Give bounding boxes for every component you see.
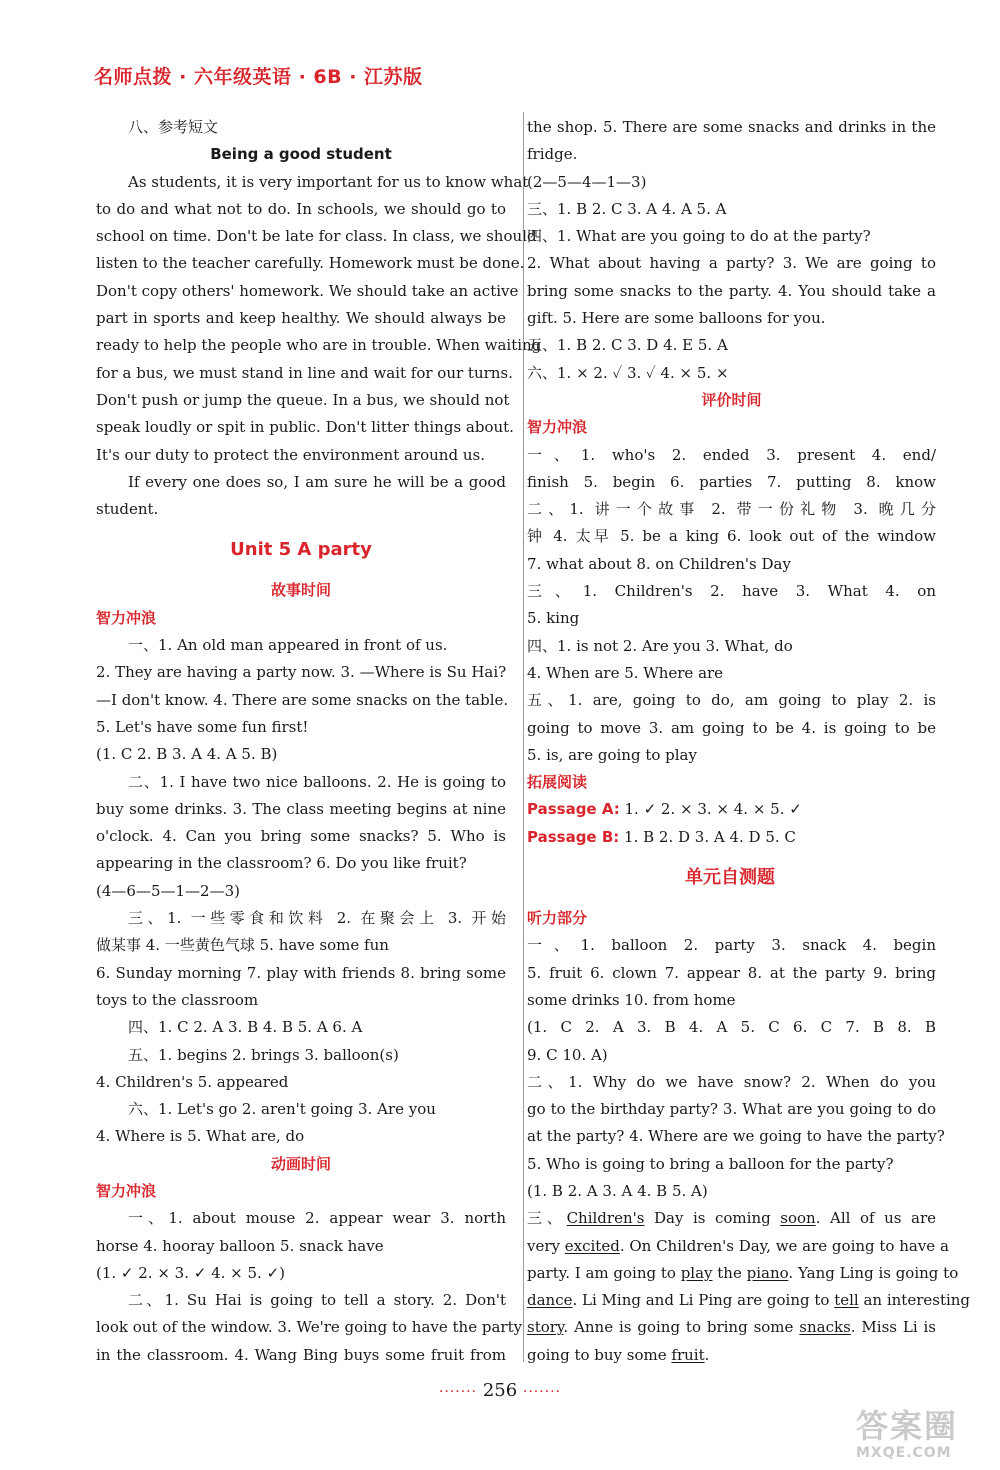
answer-line: 四、1. C 2. A 3. B 4. B 5. A 6. A [128,1018,363,1037]
cloze-blank: piano [746,1263,789,1282]
answer-line: 做某事 4. 一些黄色气球 5. have some fun [96,936,389,955]
answer-line: 6. Sunday morning 7. play with friends 8. bring some [96,963,506,982]
cloze-text: party. I am going to [527,1263,681,1282]
answer-line: bring some snacks to the party. 4. You should take a [527,281,936,300]
cloze-blank: tell [834,1291,859,1310]
passage-b-label: Passage B: [527,827,620,846]
cloze-blank: excited [564,1236,620,1255]
answer-line: 三、1. 一些零食和饮料 2. 在聚会上 3. 开始 [128,909,506,928]
answer-line: 一、1. who's 2. ended 3. present 4. end/ [527,445,936,464]
answer-line: 4. When are 5. Where are [527,663,724,682]
cartoon-time-heading: 动画时间 [270,1154,331,1173]
cloze-text: very [527,1236,565,1255]
answer-line: at the party? 4. Where are we going to have the party? [527,1127,945,1146]
answer-line: (2—5—4—1—3) [527,172,647,191]
essay-line: It's our duty to protect the environment around us. [96,445,485,464]
eval-time-heading: 评价时间 [701,390,762,409]
answer-line: some drinks 10. from home [527,990,736,1009]
cloze-blank: Children's [566,1209,645,1228]
essay-line: student. [96,500,159,519]
essay-line: school on time. Don't be late for class. In class, we should [96,227,537,246]
essay-line: to do and what not to do. In schools, we should go to [96,199,506,218]
unit-title: Unit 5 A party [230,539,372,561]
cloze-text: going to buy some [527,1345,672,1364]
zhili-heading: 智力冲浪 [527,418,588,437]
cloze-text: . All of us are [815,1209,936,1228]
answer-line: (4—6—5—1—2—3) [96,881,240,900]
answer-line: 六、1. × 2. ✓ 3. ✓ 4. × 5. × [527,363,729,382]
answer-line: 2. They are having a party now. 3. —Where is Su Hai? [96,663,507,682]
cloze-line [524,1233,949,1260]
essay-line: If every one does so, I am sure he will be a good [128,472,506,491]
answer-line: 4. Children's 5. appeared [96,1072,289,1091]
answer-line: fridge. [527,145,578,164]
answer-line: 二、1. Why do we have snow? 2. When do you [527,1072,936,1091]
cloze-blank: play [680,1263,713,1282]
answer-line: 5. is, are going to play [527,745,697,764]
cloze-line [524,1314,936,1341]
watermark-bottom-text: MXQE.COM [856,1445,952,1461]
answer-line: 三、1. Children's 2. have 3. What 4. on [527,582,936,601]
answer-line: buy some drinks. 3. The class meeting begins at nine [96,799,506,818]
answer-line: (1. C 2. B 3. A 4. A 5. B) [96,745,278,764]
essay-title: Being a good student [210,145,392,164]
answer-line: (1. B 2. A 3. A 4. B 5. A) [527,1181,708,1200]
unit-test-heading: 单元自测题 [685,867,775,889]
page-number: 256 [482,1380,518,1401]
cloze-line [524,1205,936,1232]
answer-line: 5. Who is going to bring a balloon for the party? [527,1154,894,1173]
answer-line: 5. king [527,609,580,628]
answer-line: finish 5. begin 6. parties 7. putting 8. know [527,472,936,491]
footer-dots-right: ······· [522,1384,562,1400]
answer-line: 四、1. is not 2. Are you 3. What, do [527,636,793,655]
left-column [96,114,542,1369]
essay-line: speak loudly or spit in public. Don't litter things about. [96,418,514,437]
passage-b-answers: 1. B 2. D 3. A 4. D 5. C [624,827,796,846]
answer-line: 五、1. begins 2. brings 3. balloon(s) [128,1045,399,1064]
answer-line: 一、1. balloon 2. party 3. snack 4. begin [527,936,936,955]
cartoon-answers [96,1205,523,1369]
answer-line: the shop. 5. There are some snacks and drinks in the [527,118,936,136]
cloze-blank: fruit [671,1345,705,1364]
essay-line: ready to help the people who are in trouble. When waiting [96,336,542,355]
answer-line: 二、1. I have two nice balloons. 2. He is going to [128,772,506,791]
answer-line: 五、1. are, going to do, am going to play 2. is [527,691,936,710]
story-answers [96,632,509,1151]
answer-line: 7. what about 8. on Children's Day [527,554,791,573]
cloze-text: . Miss Li is [850,1318,936,1337]
answer-line: (1. ✓ 2. × 3. ✓ 4. × 5. ✓) [96,1263,286,1282]
cloze-text: . [704,1345,710,1364]
answer-line: 四、1. What are you going to do at the party? [527,227,871,246]
cloze-text: . Anne is going to bring some [563,1318,800,1337]
cloze-text: . On Children's Day, we are going to have a [619,1236,949,1255]
cloze-answer [524,1205,971,1369]
answer-line: —I don't know. 4. There are some snacks on the table. [96,690,509,709]
listening-heading: 听力部分 [527,909,588,928]
answer-line: appearing in the classroom? 6. Do you like fruit? [96,854,467,873]
essay-line: for a bus, we must stand in line and wait for our turns. [96,363,513,382]
answer-line: 一、1. An old man appeared in front of us. [128,636,448,655]
cloze-text: Day is coming [644,1209,781,1228]
right-column [523,112,971,1364]
answer-line: gift. 5. Here are some balloons for you. [527,309,826,328]
passage-a-label: Passage A: [527,800,620,819]
answer-line: 五、1. B 2. C 3. D 4. E 5. A [527,336,728,355]
answer-line: 二、1. Su Hai is going to tell a story. 2. Don't [128,1291,506,1310]
passage-b-row [524,824,936,851]
cloze-blank: dance [527,1291,573,1310]
answer-line: in the classroom. 4. Wang Bing buys some fruit from [96,1345,506,1364]
footer-dots-left: ······· [438,1384,478,1400]
passage-a-answers: 1. ✓ 2. × 3. × 4. × 5. ✓ [624,800,802,819]
answer-line: 5. fruit 6. clown 7. appear 8. at the party 9. bring [527,963,936,982]
answer-line: (1. C 2. A 3. B 4. A 5. C 6. C 7. B 8. B [527,1018,936,1037]
essay-body [96,169,542,524]
story-time-heading: 故事时间 [270,581,331,600]
cloze-blank: snacks [799,1318,851,1337]
answer-line: 9. C 10. A) [527,1045,608,1064]
cloze-blank: story [527,1318,564,1337]
essay-line: Don't push or jump the queue. In a bus, we should not [96,390,510,409]
answer-line: go to the birthday party? 3. What are you going to do [527,1100,936,1119]
cloze-blank: soon [780,1209,816,1228]
answer-line: 一、1. about mouse 2. appear wear 3. north [128,1209,506,1228]
answer-line: 三、1. B 2. C 3. A 4. A 5. A [527,199,727,218]
cloze-text: . Yang Ling is going to [788,1263,959,1282]
passage-a-row [524,796,936,823]
page-footer [0,1380,1000,1401]
answer-line: 4. Where is 5. What are, do [96,1127,305,1146]
answer-line: 5. Let's have some fun first! [96,717,309,736]
answer-line: going to move 3. am going to be 4. is going to be [527,718,936,737]
cloze-text: the [712,1263,747,1282]
cloze-text: an interesting [858,1291,971,1310]
essay-line: As students, it is very important for us to know what [128,172,529,191]
extended-reading-heading: 拓展阅读 [527,773,588,792]
essay-line: part in sports and keep healthy. We should always be [96,309,506,328]
section-heading: 八、参考短文 [128,118,219,136]
cloze-line [524,1287,971,1314]
answer-line: toys to the classroom [96,990,259,1009]
answer-line: 2. What about having a party? 3. We are going to [527,254,936,273]
zhili-heading: 智力冲浪 [96,608,157,627]
cloze-line [524,1260,959,1287]
answer-line: look out of the window. 3. We're going to have the party [96,1318,523,1337]
watermark-logo [856,1408,986,1464]
cloze-line [524,1342,936,1369]
answer-line: 钟 4. 太早 5. be a king 6. look out of the window [527,527,936,546]
answer-line: horse 4. hooray balloon 5. snack have [96,1236,384,1255]
cloze-text: 三、 [527,1209,567,1228]
answer-line: 二、1. 讲一个故事 2. 带一份礼物 3. 晚几分 [527,500,936,519]
essay-line: listen to the teacher carefully. Homework must be done. [96,254,525,273]
essay-line: Don't copy others' homework. We should take an active [96,281,519,300]
cloze-text: . Li Ming and Li Ping are going to [572,1291,835,1310]
book-header-title: 名师点拨 · 六年级英语 · 6B · 江苏版 [94,66,423,88]
answer-line: o'clock. 4. Can you bring some snacks? 5. Who is [96,827,506,846]
answer-line: 六、1. Let's go 2. aren't going 3. Are you [128,1100,436,1119]
watermark-top-text: 答案圈 [856,1407,959,1445]
zhili-heading: 智力冲浪 [96,1181,157,1200]
